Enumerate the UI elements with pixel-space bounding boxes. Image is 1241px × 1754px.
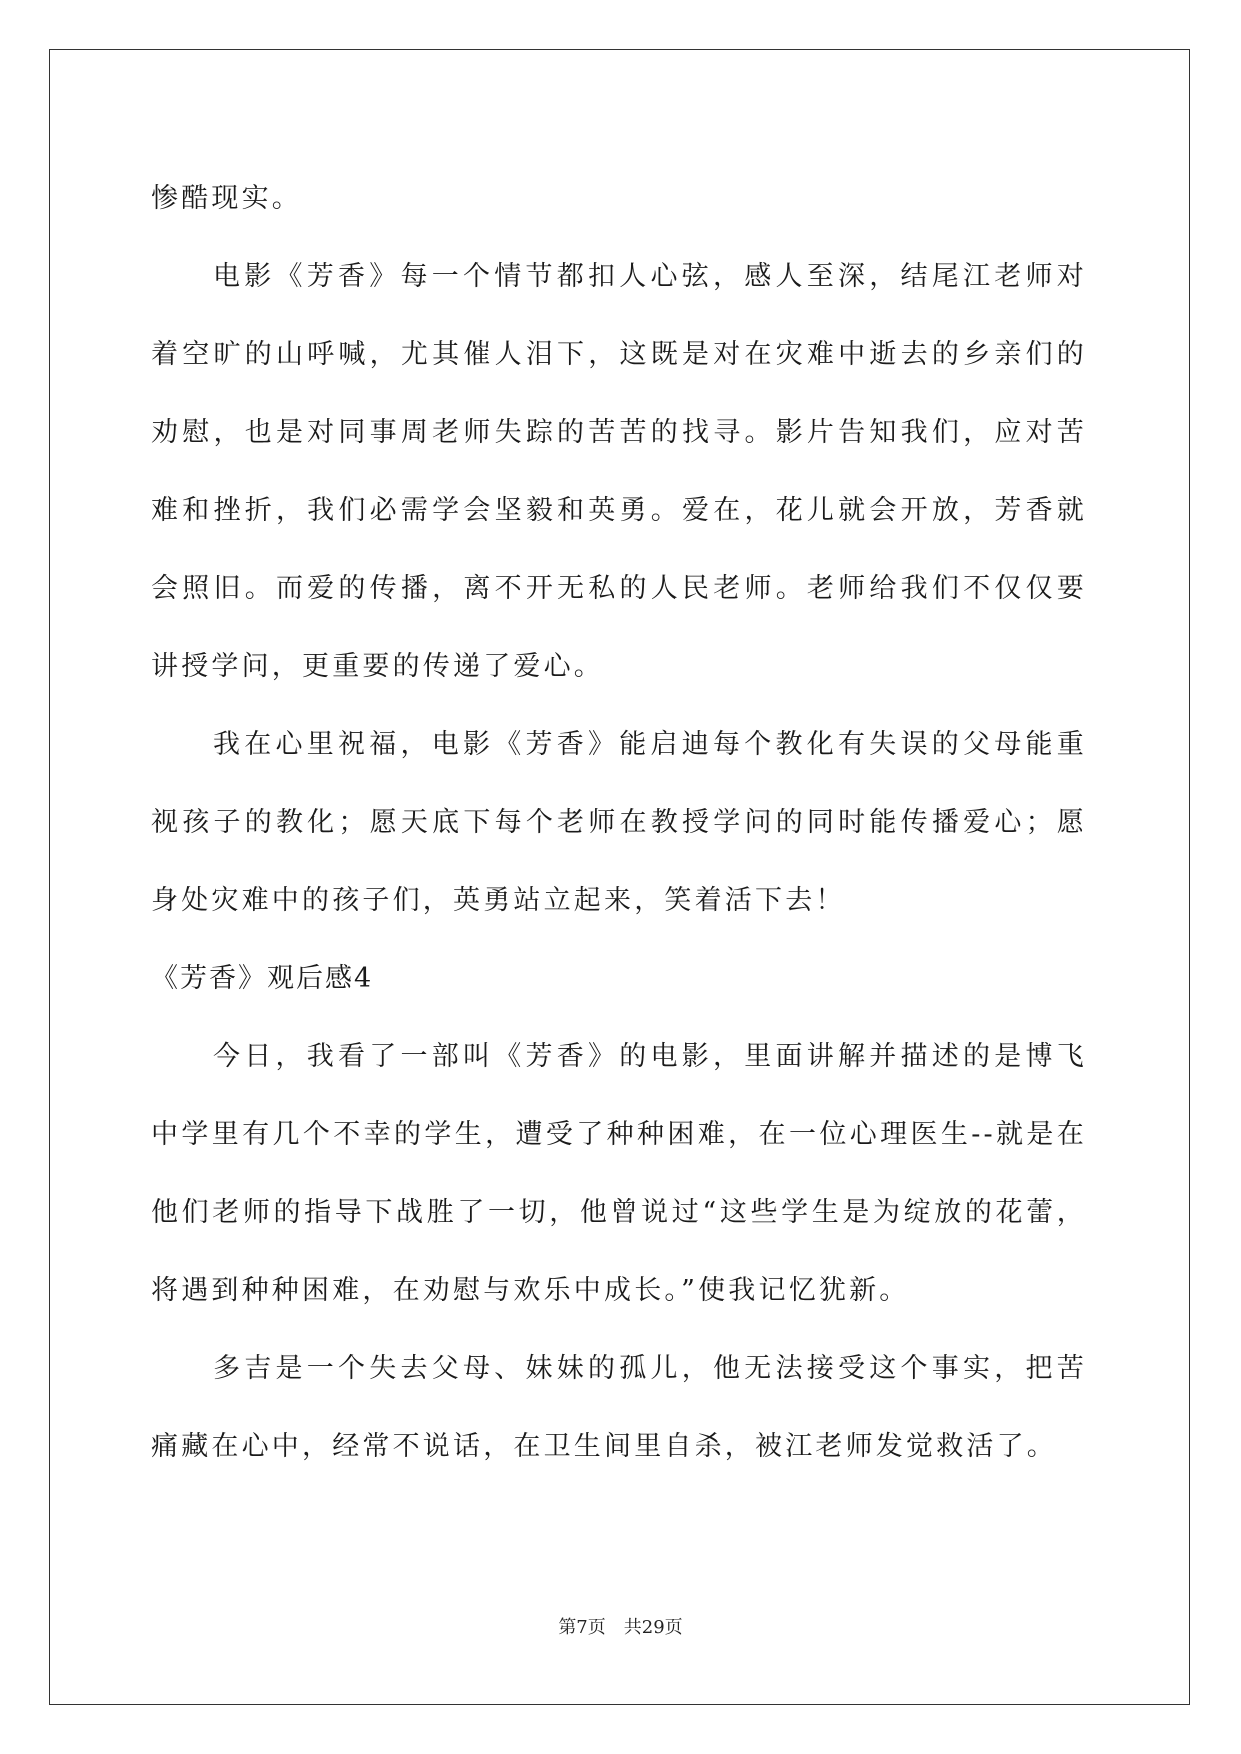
page-footer <box>0 1616 1241 1640</box>
paragraph: 今日，我看了一部叫《芳香》的电影，里面讲解并描述的是博飞中学里有几个不幸的学生，遭受了种种困难，在一位心理医生--就是在他们老师的指导下战胜了一切，他曾说过“这些学生是为绽放的花蕾，将遇到种种困难，在劝慰与欢乐中成长。”使我记忆犹新。 <box>151 1041 1087 1306</box>
paragraph: 电影《芳香》每一个情节都扣人心弦，感人至深，结尾江老师对着空旷的山呼喊，尤其催人泪下，这既是对在灾难中逝去的乡亲们的劝慰，也是对同事周老师失踪的苦苦的找寻。影片告知我们，应对苦难和挫折，我们必需学会坚毅和英勇。爱在，花儿就会开放，芳香就会照旧。而爱的传播，离不开无私的人民老师。老师给我们不仅仅要讲授学问，更重要的传递了爱心。 <box>151 261 1087 682</box>
section-title: 《芳香》观后感4 <box>151 963 374 994</box>
page-total: 共29页 <box>623 1617 683 1638</box>
page-number: 第7页 <box>558 1617 606 1638</box>
paragraph: 我在心里祝福，电影《芳香》能启迪每个教化有失误的父母能重视孩子的教化；愿天底下每个老师在教授学问的同时能传播爱心；愿身处灾难中的孩子们，英勇站立起来，笑着活下去！ <box>151 729 1087 916</box>
paragraph: 惨酷现实。 <box>151 183 302 214</box>
paragraph: 多吉是一个失去父母、妹妹的孤儿，他无法接受这个事实，把苦痛藏在心中，经常不说话，在卫生间里自杀，被江老师发觉救活了。 <box>151 1353 1087 1462</box>
document-body <box>151 160 1087 1486</box>
